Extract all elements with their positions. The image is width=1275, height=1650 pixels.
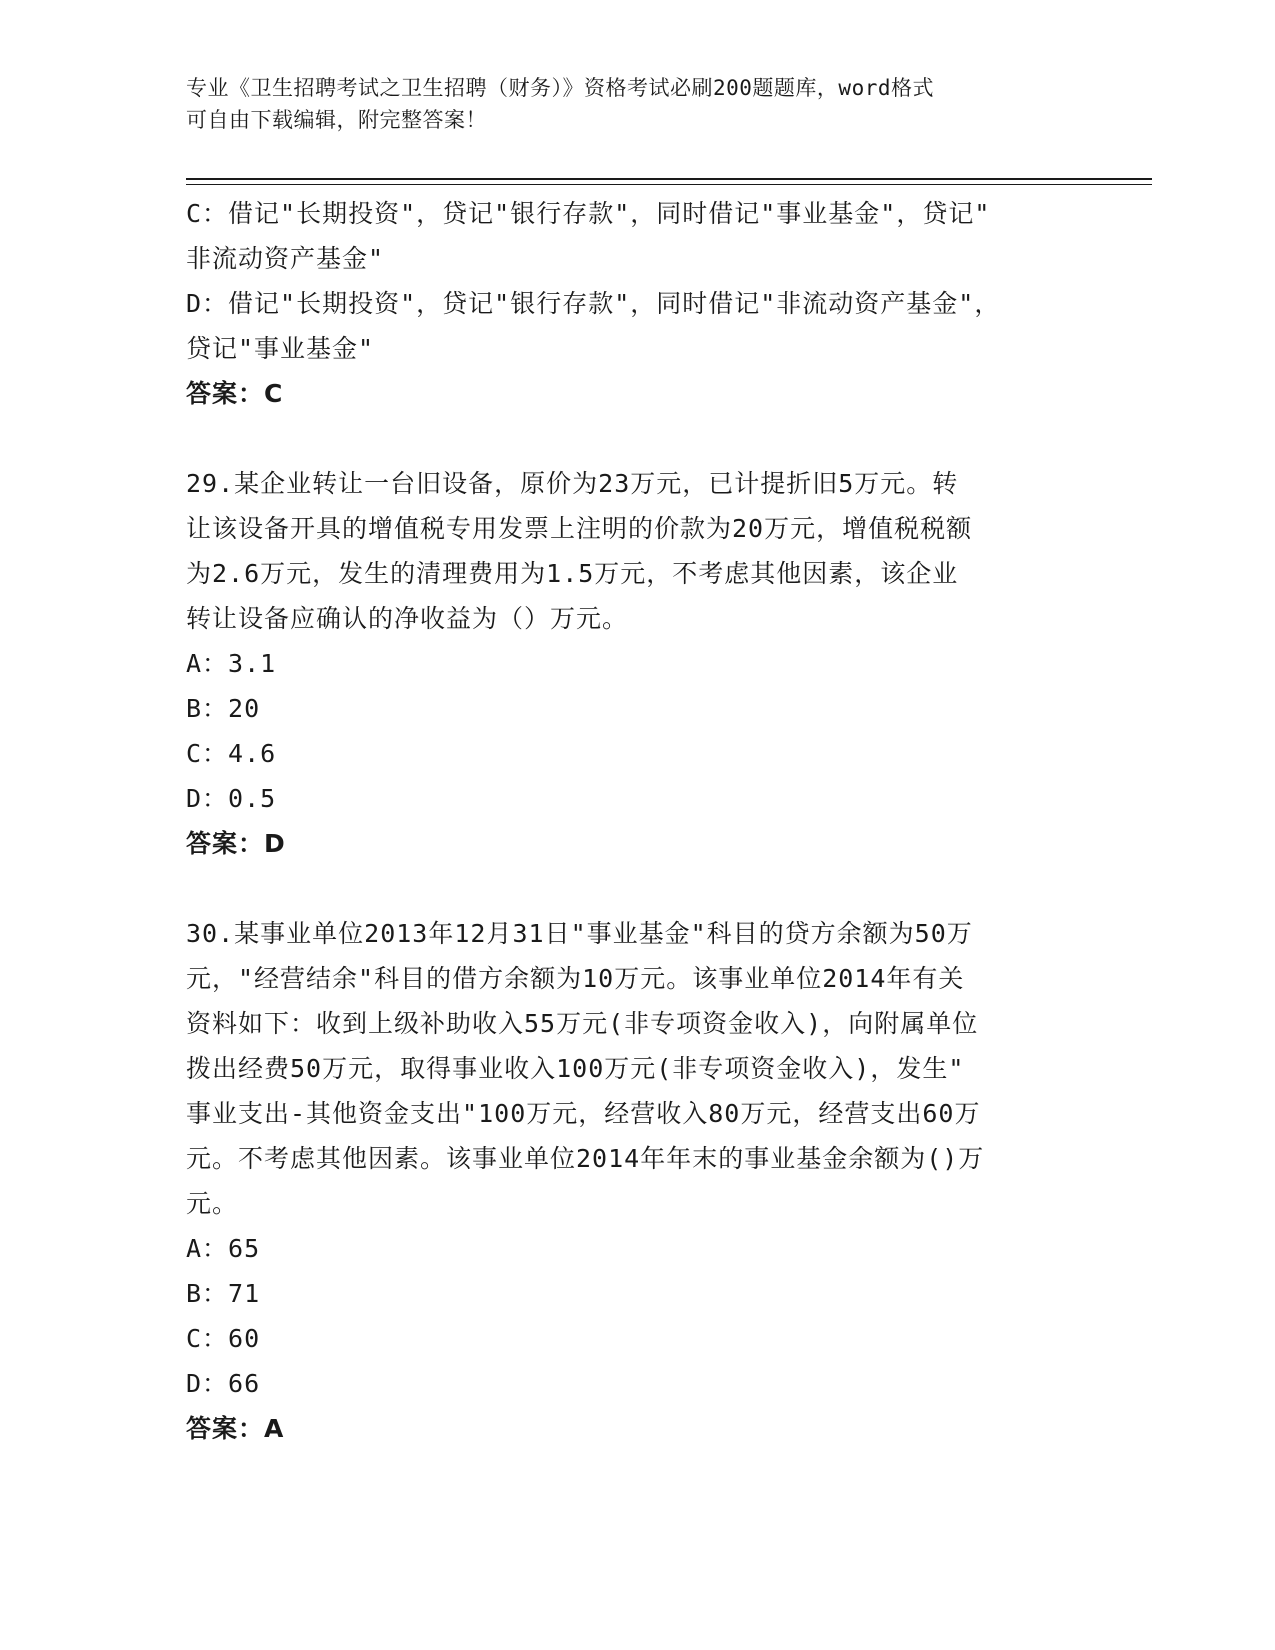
q30-option-d: D：66 bbox=[186, 1369, 261, 1398]
q29-stem-line-1: 29.某企业转让一台旧设备，原价为23万元，已计提折旧5万元。转 bbox=[186, 469, 959, 498]
q29-option-b: B：20 bbox=[186, 694, 261, 723]
q28-answer: 答案：C bbox=[186, 379, 284, 408]
q28-option-d-line-1: D：借记"长期投资"，贷记"银行存款"，同时借记"非流动资产基金"， bbox=[186, 289, 1001, 318]
q30-option-c: C：60 bbox=[186, 1324, 261, 1353]
q29-stem-line-4: 转让设备应确认的净收益为（）万元。 bbox=[186, 604, 629, 633]
q29-answer: 答案：D bbox=[186, 829, 286, 858]
q30-stem-line-5: 事业支出-其他资金支出"100万元，经营收入80万元，经营支出60万 bbox=[186, 1099, 981, 1128]
q29-stem-line-3: 为2.6万元，发生的清理费用为1.5万元，不考虑其他因素，该企业 bbox=[186, 559, 959, 588]
q30-stem-line-6: 元。不考虑其他因素。该事业单位2014年年末的事业基金余额为()万 bbox=[186, 1144, 985, 1173]
q28-option-c-line-1: C：借记"长期投资"，贷记"银行存款"，同时借记"事业基金"，贷记" bbox=[186, 199, 991, 228]
question-30-block bbox=[186, 911, 1076, 1451]
q29-option-d: D：0.5 bbox=[186, 784, 277, 813]
q29-option-c: C：4.6 bbox=[186, 739, 277, 768]
header-rule-thin bbox=[186, 184, 1152, 185]
q28-option-c-line-2: 非流动资产基金" bbox=[186, 244, 385, 273]
q29-option-a: A：3.1 bbox=[186, 649, 277, 678]
q30-option-b: B：71 bbox=[186, 1279, 261, 1308]
question-29-block bbox=[186, 461, 1076, 866]
q30-option-a: A：65 bbox=[186, 1234, 261, 1263]
q28-option-d-line-2: 贷记"事业基金" bbox=[186, 334, 375, 363]
q30-stem-line-1: 30.某事业单位2013年12月31日"事业基金"科目的贷方余额为50万 bbox=[186, 919, 973, 948]
header-line-2: 可自由下载编辑，附完整答案！ bbox=[186, 108, 487, 132]
q30-stem-line-3: 资料如下：收到上级补助收入55万元(非专项资金收入)，向附属单位 bbox=[186, 1009, 979, 1038]
spacer bbox=[186, 416, 1076, 461]
question-28-block bbox=[186, 191, 1076, 416]
q30-answer: 答案：A bbox=[186, 1414, 285, 1443]
spacer bbox=[186, 866, 1076, 911]
q29-stem-line-2: 让该设备开具的增值税专用发票上注明的价款为20万元，增值税税额 bbox=[186, 514, 973, 543]
header-rule-thick bbox=[186, 178, 1152, 180]
header-line-1: 专业《卫生招聘考试之卫生招聘（财务）》资格考试必刷200题题库，word格式 bbox=[186, 76, 934, 100]
q30-stem-line-4: 拨出经费50万元，取得事业收入100万元(非专项资金收入)，发生" bbox=[186, 1054, 965, 1083]
question-content bbox=[186, 191, 1076, 1451]
q30-stem-line-7: 元。 bbox=[186, 1189, 239, 1218]
page-header bbox=[186, 72, 1066, 136]
q30-stem-line-2: 元，"经营结余"科目的借方余额为10万元。该事业单位2014年有关 bbox=[186, 964, 965, 993]
